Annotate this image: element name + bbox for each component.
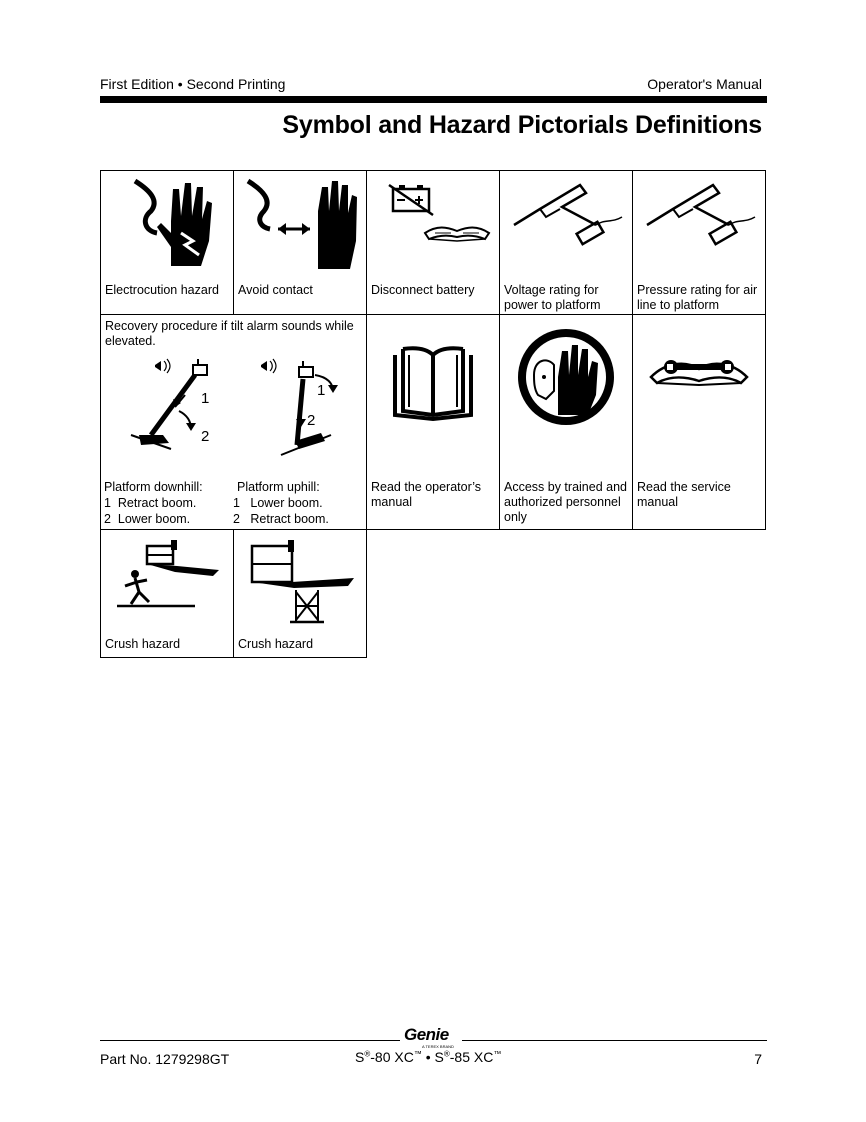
caption-recovery: Recovery procedure if tilt alarm sounds while elevated. — [105, 319, 354, 348]
genie-logo: Genie — [404, 1025, 449, 1044]
downhill-num-2: 2 — [201, 428, 210, 445]
crush-hazard-person-icon — [101, 530, 233, 630]
pictorial-crush-hazard-2 — [233, 529, 367, 658]
downhill-num-1: 1 — [201, 390, 210, 407]
disconnect-battery-icon — [367, 171, 499, 281]
platform-downhill-icon — [111, 355, 241, 475]
downhill-title: Platform downhill: — [104, 480, 203, 494]
pictorial-electrocution — [100, 170, 234, 315]
platform-uphill-icon — [241, 355, 371, 475]
uphill-num-1: 1 — [317, 382, 326, 399]
uphill-title: Platform uphill: — [237, 480, 320, 494]
caption-disconnect-battery: Disconnect battery — [371, 283, 475, 297]
operators-manual-icon — [367, 315, 499, 465]
model-names: S®-80 XC™ • S®-85 XC™ — [355, 1049, 502, 1065]
caption-pressure-rating: Pressure rating for air line to platform — [637, 283, 758, 312]
genie-logo-tagline: A TEREX BRAND — [422, 1044, 454, 1049]
caption-avoid-contact: Avoid contact — [238, 283, 313, 297]
electrocution-icon — [101, 171, 233, 281]
downhill-step-1: 1 Retract boom. — [104, 496, 197, 510]
uphill-num-2: 2 — [307, 412, 316, 429]
pictorial-read-service-manual — [632, 314, 766, 530]
pictorial-avoid-contact — [233, 170, 367, 315]
footer-rule-right — [462, 1040, 767, 1041]
caption-trained-personnel: Access by trained and authorized personnel only — [504, 480, 627, 524]
crush-hazard-scissor-icon — [234, 530, 366, 630]
voltage-rating-icon — [500, 171, 632, 281]
page-title: Symbol and Hazard Pictorials Definitions — [282, 111, 762, 139]
avoid-contact-icon — [234, 171, 366, 281]
caption-electrocution: Electrocution hazard — [105, 283, 219, 297]
part-number: Part No. 1279298GT — [100, 1051, 230, 1067]
downhill-steps — [104, 479, 203, 527]
pictorial-trained-personnel — [499, 314, 633, 530]
header-right: Operator's Manual — [647, 76, 762, 92]
pictorial-crush-hazard-1 — [100, 529, 234, 658]
pictorial-voltage-rating — [499, 170, 633, 315]
caption-voltage-rating: Voltage rating for power to platform — [504, 283, 601, 312]
header-rule — [100, 96, 767, 103]
uphill-step-2: 2 Retract boom. — [233, 512, 329, 526]
pictorial-pressure-rating — [632, 170, 766, 315]
downhill-step-2: 2 Lower boom. — [104, 512, 191, 526]
pressure-rating-icon — [633, 171, 765, 281]
footer-rule-left — [100, 1040, 400, 1041]
service-manual-icon — [633, 315, 765, 465]
header-left: First Edition • Second Printing — [100, 76, 286, 92]
pictorial-disconnect-battery — [366, 170, 500, 315]
authorized-personnel-icon — [500, 315, 632, 465]
uphill-steps — [233, 479, 329, 527]
pictorial-read-operators-manual — [366, 314, 500, 530]
page-number: 7 — [754, 1051, 762, 1067]
uphill-step-1: 1 Lower boom. — [233, 496, 323, 510]
caption-crush-hazard-1: Crush hazard — [105, 637, 181, 651]
pictorial-recovery-procedure — [100, 314, 367, 530]
caption-operators-manual: Read the operator’s manual — [371, 480, 482, 509]
caption-crush-hazard-2: Crush hazard — [238, 637, 314, 651]
caption-service-manual: Read the service manual — [637, 480, 731, 509]
